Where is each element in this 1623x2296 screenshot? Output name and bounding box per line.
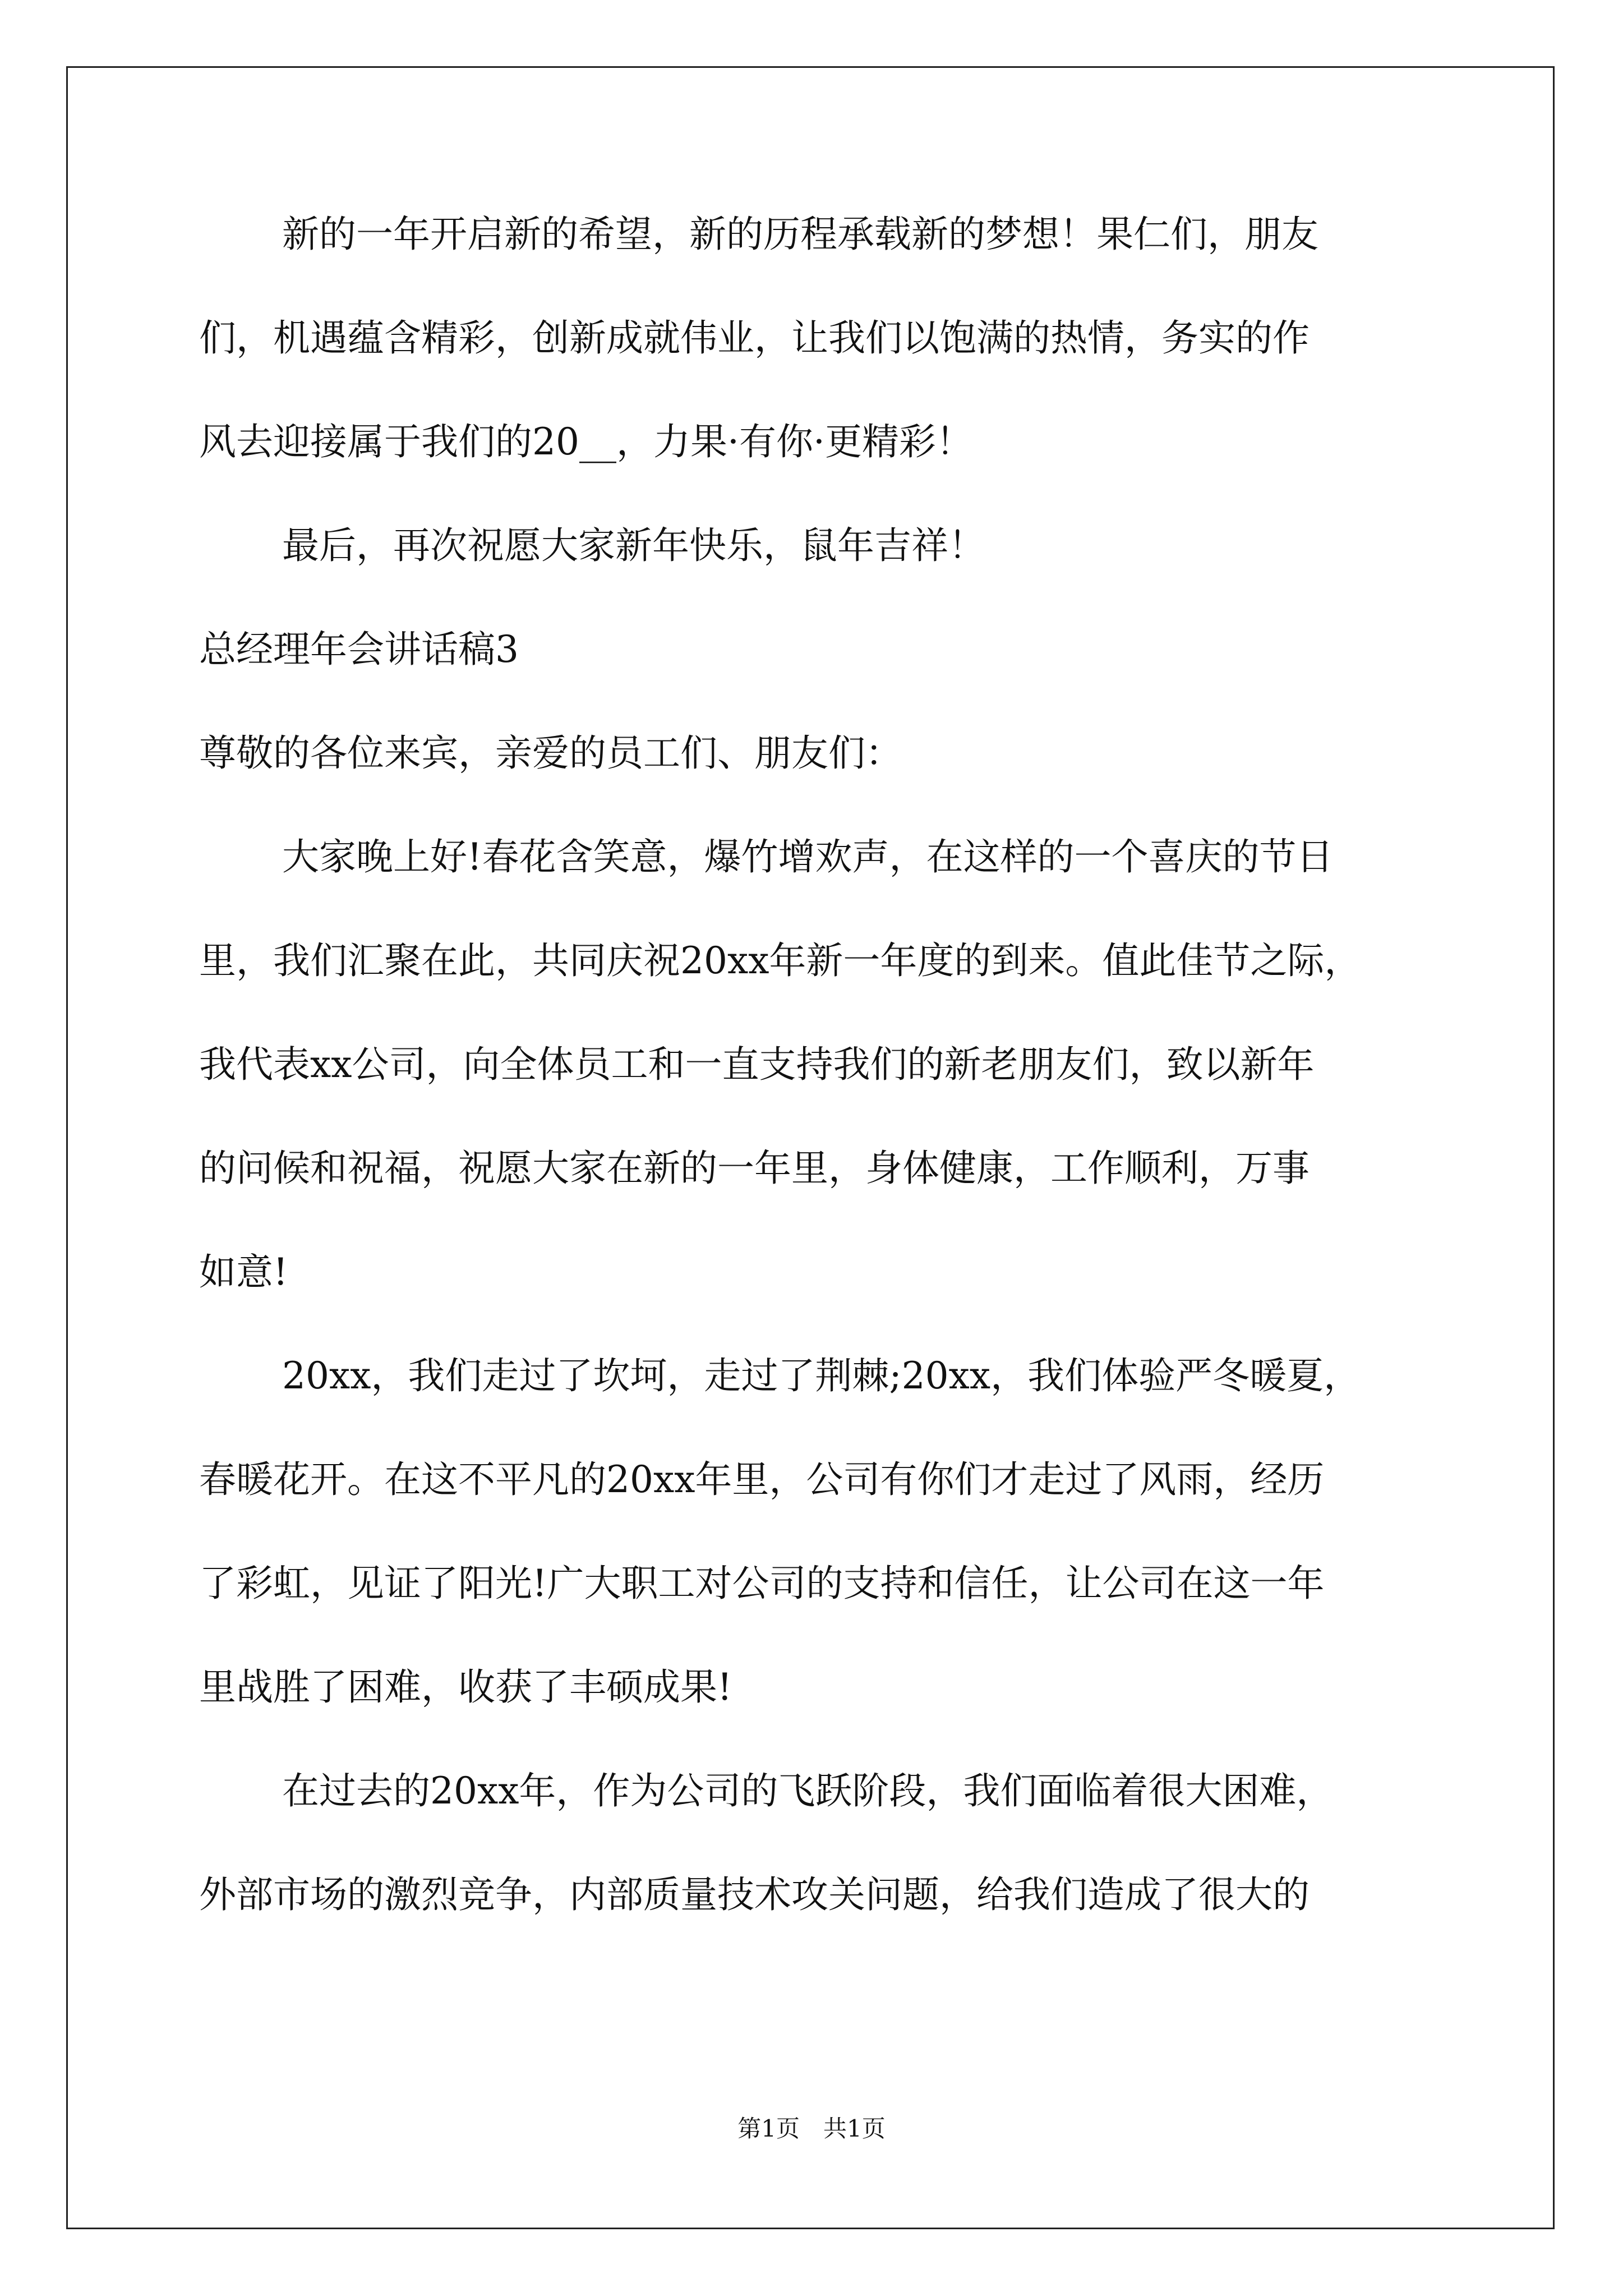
text-line: 大家晚上好!春花含笑意，爆竹增欢声，在这样的一个喜庆的节日 [282, 835, 1334, 878]
text-line: 外部市场的激烈竞争，内部质量技术攻关问题，给我们造成了很大的 [199, 1873, 1310, 1916]
text-line: 了彩虹，见证了阳光!广大职工对公司的支持和信任，让公司在这一年 [199, 1562, 1325, 1605]
text-line: 里，我们汇聚在此，共同庆祝20xx年新一年度的到来。值此佳节之际， [199, 939, 1362, 982]
salutation: 尊敬的各位来宾，亲爱的员工们、朋友们： [199, 731, 902, 775]
text-line: 我代表xx公司，向全体员工和一直支持我们的新老朋友们，致以新年 [199, 1043, 1315, 1086]
page-footer: 第1页 共1页 [737, 2115, 886, 2142]
text-line: 20xx，我们走过了坎坷，走过了荆棘;20xx，我们体验严冬暖夏， [282, 1354, 1361, 1397]
text-line: 风去迎接属于我们的20__，力果·有你·更精彩！ [199, 420, 973, 463]
text-line: 在过去的20xx年，作为公司的飞跃阶段，我们面临着很大困难， [282, 1769, 1334, 1812]
text-line: 最后，再次祝愿大家新年快乐，鼠年吉祥！ [282, 524, 985, 567]
text-line: 新的一年开启新的希望，新的历程承载新的梦想！果仁们，朋友 [282, 213, 1318, 256]
section-heading: 总经理年会讲话稿3 [199, 628, 519, 671]
text-line: 如意! [199, 1250, 288, 1294]
text-line: 里战胜了困难，收获了丰硕成果! [199, 1665, 732, 1709]
text-line: 们，机遇蕴含精彩，创新成就伟业，让我们以饱满的热情，务实的作 [199, 316, 1310, 360]
text-line: 春暖花开。在这不平凡的20xx年里，公司有你们才走过了风雨，经历 [199, 1458, 1325, 1501]
text-line: 的问候和祝福，祝愿大家在新的一年里，身体健康，工作顺利，万事 [199, 1147, 1310, 1190]
